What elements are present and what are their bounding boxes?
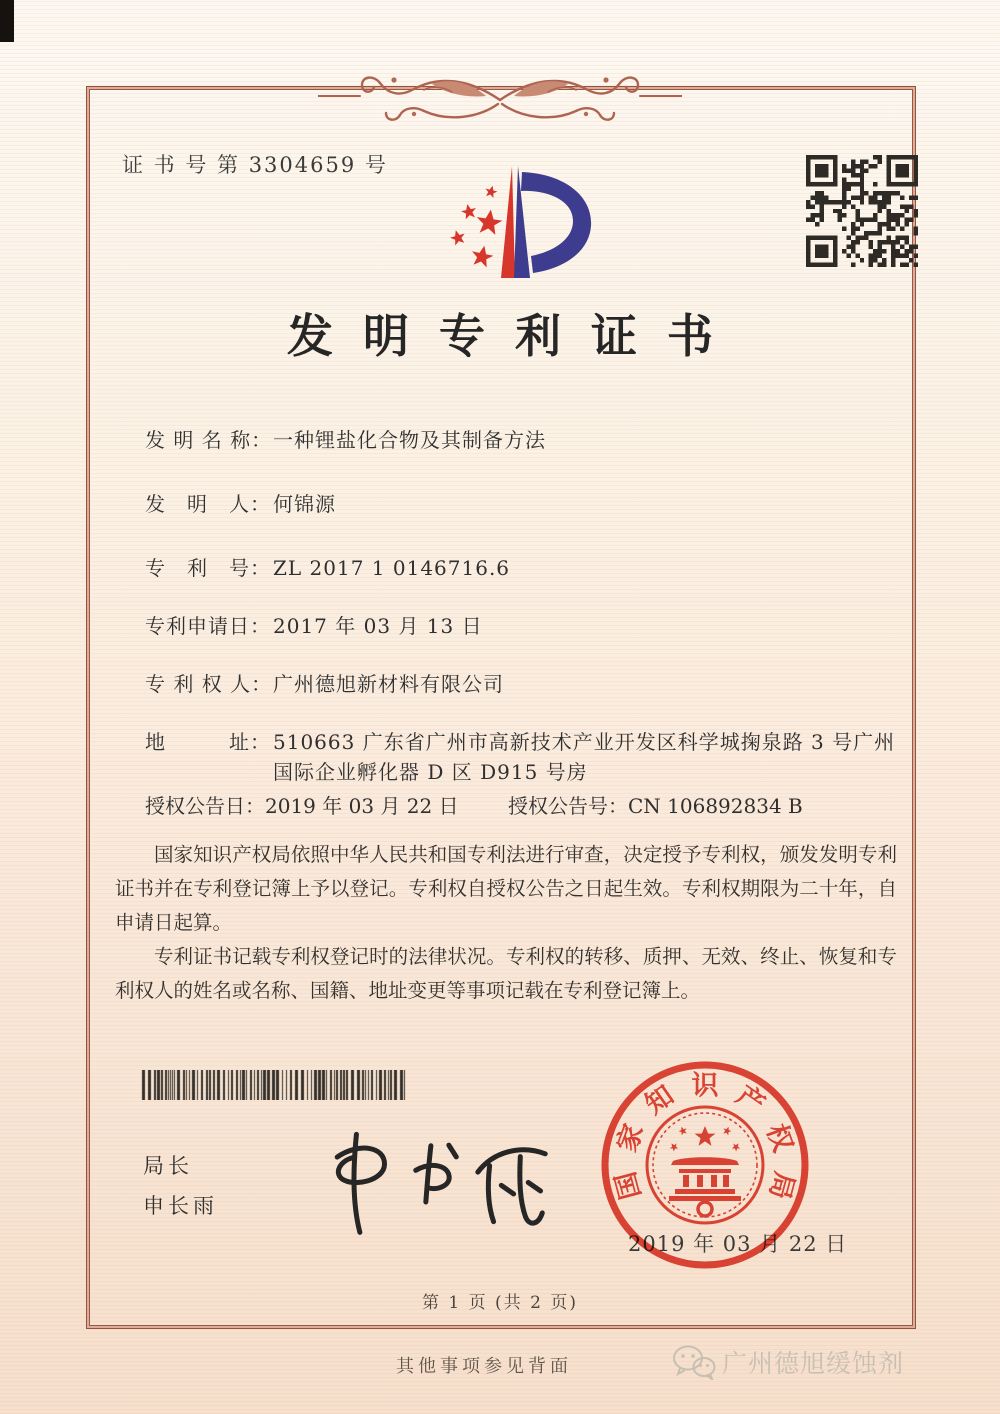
field-value: 2017 年 03 月 13 日	[273, 614, 483, 638]
field-value: 510663 广东省广州市高新技术产业开发区科学城掬泉路 3 号广州国际企业孵化器 D 区 D915 号房	[273, 730, 896, 784]
field-patentee	[145, 669, 905, 699]
svg-text:识: 识	[691, 1070, 719, 1102]
field-label: 专 利 号：	[145, 556, 271, 580]
svg-text:产: 产	[730, 1079, 771, 1121]
page-number: 第 1 页 (共 2 页)	[422, 1293, 578, 1313]
watermark	[672, 1344, 904, 1380]
seal-date: 2019 年 03 月 22 日	[628, 1232, 848, 1256]
grant-date-value: 2019 年 03 月 22 日	[265, 794, 459, 818]
svg-text:国: 国	[610, 1168, 648, 1203]
wechat-icon	[672, 1344, 716, 1380]
field-value: 何锦源	[273, 492, 336, 516]
svg-text:局: 局	[762, 1168, 800, 1203]
director-signature	[298, 1114, 552, 1243]
field-value: 一种锂盐化合物及其制备方法	[273, 428, 546, 452]
official-seal	[588, 1048, 822, 1282]
legal-paragraph-1: 国家知识产权局依照中华人民共和国专利法进行审查，决定授予专利权，颁发发明专利证书并在专利登记簿上予以登记。专利权自授权公告之日起生效。专利权期限为二十年，自申请日起算。	[115, 843, 897, 934]
svg-text:知: 知	[639, 1079, 680, 1121]
legal-text-block	[115, 838, 897, 1008]
certificate-number: 证 书 号 第 3304659 号	[122, 153, 388, 177]
field-label: 发 明 名 称：	[145, 428, 273, 452]
barcode	[140, 1070, 408, 1100]
cnipa-logo-icon	[425, 150, 600, 282]
footer-note: 其他事项参见背面	[396, 1356, 572, 1377]
watermark-text: 广州德旭缓蚀剂	[722, 1349, 905, 1378]
certificate-title: 发明专利证书	[287, 309, 743, 363]
grant-date-label: 授权公告日：	[145, 794, 265, 818]
field-inventor	[145, 489, 905, 519]
svg-text:权: 权	[760, 1119, 799, 1156]
svg-text:家: 家	[611, 1119, 650, 1156]
grant-number-label: 授权公告号：	[508, 794, 628, 818]
filigree-ornament	[318, 56, 682, 140]
field-label: 地 址：	[145, 730, 271, 754]
qr-code-icon	[806, 155, 918, 267]
grant-number-pair	[508, 791, 803, 821]
legal-paragraph-2: 专利证书记载专利权登记时的法律状况。专利权的转移、质押、无效、终止、恢复和专利权人的姓名或名称、国籍、地址变更等事项记载在专利登记簿上。	[115, 945, 897, 1002]
grant-number-value: CN 106892834 B	[628, 794, 803, 818]
field-label: 专 利 权 人：	[145, 672, 273, 696]
field-label: 专利申请日：	[145, 614, 271, 638]
field-address	[145, 727, 905, 787]
field-patent-number	[145, 553, 905, 583]
field-application-date	[145, 611, 905, 641]
field-value: 广州德旭新材料有限公司	[273, 672, 504, 696]
scan-artifact	[0, 0, 14, 42]
director-title: 局长	[143, 1154, 193, 1178]
director-name: 申长雨	[143, 1194, 218, 1218]
field-value: ZL 2017 1 0146716.6	[273, 556, 511, 580]
field-label: 发 明 人：	[145, 492, 271, 516]
field-invention-name	[145, 425, 905, 455]
grant-date-pair	[145, 791, 459, 821]
national-emblem	[668, 1125, 742, 1216]
